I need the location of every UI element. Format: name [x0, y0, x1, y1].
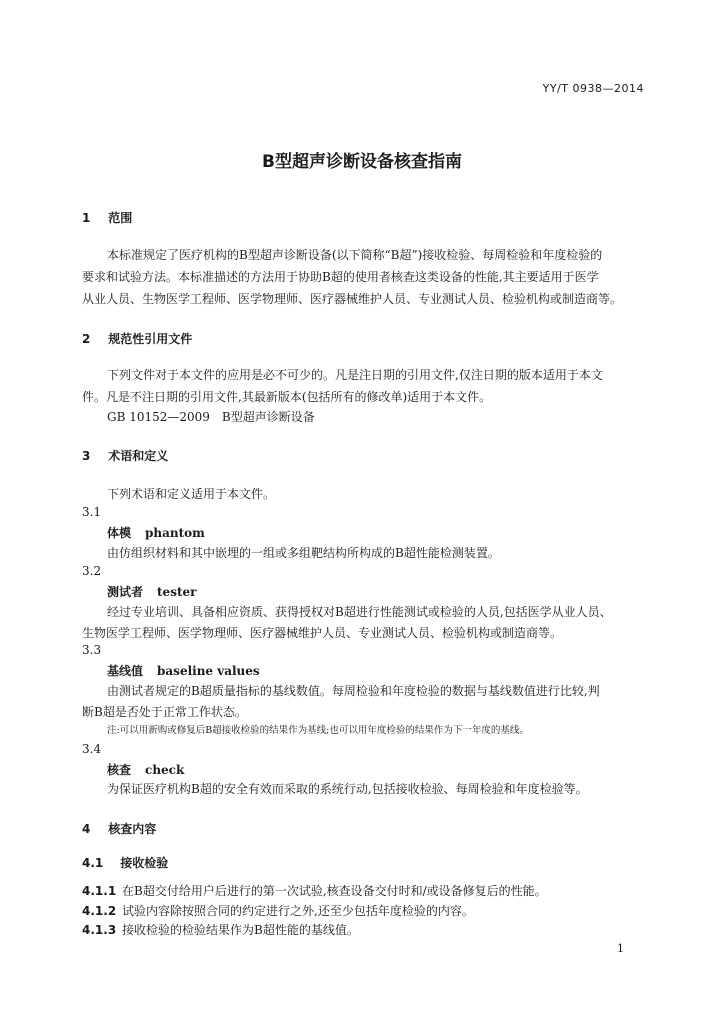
- clause-text: 接收检验的检验结果作为B超性能的基线值。: [122, 923, 359, 937]
- section-3-intro: 下列术语和定义适用于本文件。: [107, 487, 276, 501]
- term-definition-cont: 断B超是否处于正常工作状态。: [82, 705, 247, 719]
- term-number: 3.3: [82, 643, 102, 657]
- section-number: 4: [82, 822, 91, 836]
- section-1-line-1: 本标准规定了医疗机构的B型超声诊断设备(以下简称“B超”)接收检验、每周检验和年度检验的: [107, 248, 603, 262]
- section-title: 核查内容: [108, 822, 157, 836]
- term-definition: 由仿组织材料和其中嵌埋的一组或多组靶结构所构成的B超性能检测装置。: [107, 546, 500, 560]
- section-1-line-2: 要求和试验方法。本标准描述的方法用于协助B超的使用者核查这类设备的性能,其主要适用于医学: [82, 270, 599, 284]
- document-title: B型超声诊断设备核查指南: [262, 152, 462, 172]
- clause-4-1-2: [82, 902, 474, 919]
- term-zh: 核查: [107, 763, 132, 777]
- term-definition: 为保证医疗机构B超的安全有效而采取的系统行动,包括接收检验、每周检验和年度检验等。: [107, 782, 588, 796]
- section-1-line-3: 从业人员、生物医学工程师、医学物理师、医疗器械维护人员、专业测试人员、检验机构或制造商等。: [82, 292, 623, 306]
- clause-4-1-3: [82, 921, 359, 938]
- term-note: 注:可以用新购或修复后B超接收检验的结果作为基线;也可以用年度检验的结果作为下一年度的基线。: [107, 725, 529, 736]
- term-heading: [107, 662, 260, 679]
- term-heading: [107, 761, 184, 778]
- page-number: 1: [617, 942, 624, 955]
- section-4-heading: [82, 820, 156, 837]
- term-number: 3.1: [82, 505, 102, 519]
- term-number: 3.4: [82, 742, 102, 756]
- section-title: 规范性引用文件: [108, 332, 193, 346]
- term-heading: [107, 583, 196, 600]
- section-2-line-2: 件。凡是不注日期的引用文件,其最新版本(包括所有的修改单)适用于本文件。: [82, 390, 492, 404]
- term-heading: [107, 524, 205, 541]
- term-zh: 测试者: [107, 585, 144, 599]
- term-zh: 基线值: [107, 664, 144, 678]
- clause-text: 在B超交付给用户后进行的第一次试验,核查设备交付时和/或设备修复后的性能。: [122, 884, 547, 898]
- section-2-heading: [82, 330, 192, 347]
- term-en: tester: [157, 585, 197, 599]
- normative-reference: GB 10152—2009 B型超声诊断设备: [107, 410, 315, 424]
- clause-text: 试验内容除按照合同的约定进行之外,还至少包括年度检验的内容。: [122, 904, 474, 918]
- section-number: 2: [82, 332, 91, 346]
- term-zh: 体模: [107, 526, 132, 540]
- section-1-heading: [82, 209, 132, 226]
- section-2-line-1: 下列文件对于本文件的应用是必不可少的。凡是注日期的引用文件,仅注日期的版本适用于本文: [107, 368, 603, 382]
- term-en: baseline values: [157, 664, 260, 678]
- section-title: 术语和定义: [108, 449, 169, 463]
- term-definition-cont: 生物医学工程师、医学物理师、医疗器械维护人员、专业测试人员、检验机构或制造商等。: [82, 626, 563, 640]
- standard-code: YY/T 0938—2014: [542, 82, 644, 95]
- term-number: 3.2: [82, 564, 102, 578]
- term-definition: 由测试者规定的B超质量指标的基线数值。每周检验和年度检验的数据与基线数值进行比较,判: [107, 684, 600, 698]
- section-3-heading: [82, 447, 168, 464]
- clause-4-1-1: [82, 882, 547, 899]
- clause-number: 4.1.3: [82, 923, 117, 937]
- section-title: 范围: [108, 211, 133, 225]
- term-definition: 经过专业培训、具备相应资质、获得授权对B超进行性能测试或检验的人员,包括医学从业人员、: [107, 605, 612, 619]
- term-en: check: [145, 763, 185, 777]
- clause-number: 4.1.2: [82, 904, 117, 918]
- section-4-1-heading: [82, 854, 168, 871]
- subsection-number: 4.1: [82, 856, 104, 870]
- term-en: phantom: [145, 526, 205, 540]
- clause-number: 4.1.1: [82, 884, 117, 898]
- subsection-title: 接收检验: [120, 856, 169, 870]
- section-number: 3: [82, 449, 91, 463]
- section-number: 1: [82, 211, 91, 225]
